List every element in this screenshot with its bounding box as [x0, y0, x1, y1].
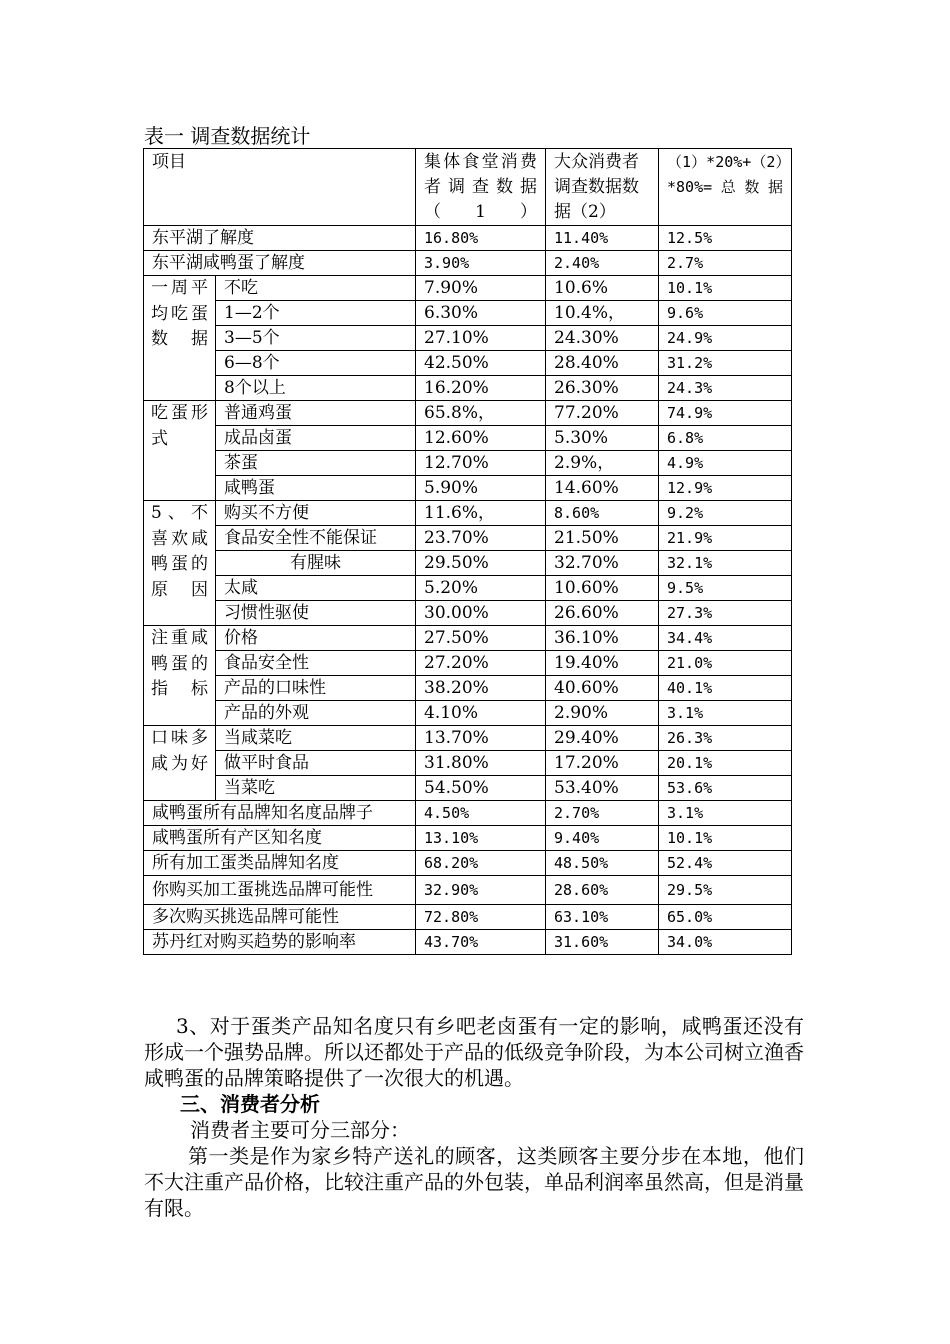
value-public: 10.60% — [546, 576, 659, 601]
table-row — [144, 876, 792, 905]
value-canteen: 30.00% — [416, 601, 546, 626]
table-row — [144, 301, 792, 326]
value-public: 26.60% — [546, 601, 659, 626]
row-label: 有腥味 — [216, 551, 416, 576]
value-canteen: 5.90% — [416, 476, 546, 501]
value-total: 12.5% — [659, 226, 792, 251]
value-public: 26.30% — [546, 376, 659, 401]
table-row — [144, 826, 792, 851]
value-total: 53.6% — [659, 776, 792, 801]
value-total: 21.0% — [659, 651, 792, 676]
header-canteen-data: 集体食堂消费者调查数据（1） — [416, 149, 546, 226]
row-label: 做平时食品 — [216, 751, 416, 776]
value-total: 20.1% — [659, 751, 792, 776]
value-total: 65.0% — [659, 905, 792, 930]
table-row — [144, 476, 792, 501]
value-public: 2.90% — [546, 701, 659, 726]
value-public: 11.40% — [546, 226, 659, 251]
value-public: 77.20% — [546, 401, 659, 426]
group-label-weekly: 一周平均吃蛋数据 — [144, 276, 216, 401]
value-total: 32.1% — [659, 551, 792, 576]
value-public: 40.60% — [546, 676, 659, 701]
value-total: 26.3% — [659, 726, 792, 751]
value-canteen: 7.90% — [416, 276, 546, 301]
row-label: 8个以上 — [216, 376, 416, 401]
section-heading: 三、消费者分析 — [180, 1092, 320, 1116]
value-canteen: 43.70% — [416, 930, 546, 955]
row-label: 食品安全性不能保证 — [216, 526, 416, 551]
value-canteen: 6.30% — [416, 301, 546, 326]
value-total: 29.5% — [659, 876, 792, 905]
value-total: 21.9% — [659, 526, 792, 551]
table-row — [144, 326, 792, 351]
value-total: 40.1% — [659, 676, 792, 701]
value-public: 29.40% — [546, 726, 659, 751]
row-label: 不吃 — [216, 276, 416, 301]
value-public: 17.20% — [546, 751, 659, 776]
table-row — [144, 451, 792, 476]
value-public: 24.30% — [546, 326, 659, 351]
table-row — [144, 576, 792, 601]
value-total: 9.2% — [659, 501, 792, 526]
row-label: 茶蛋 — [216, 451, 416, 476]
table-row — [144, 930, 792, 955]
value-total: 31.2% — [659, 351, 792, 376]
group-label-dislike: 5、不喜欢咸鸭蛋的原因 — [144, 501, 216, 626]
value-public: 28.40% — [546, 351, 659, 376]
table-row — [144, 501, 792, 526]
table-row — [144, 626, 792, 651]
value-canteen: 3.90% — [416, 251, 546, 276]
value-total: 10.1% — [659, 826, 792, 851]
table-row — [144, 726, 792, 751]
row-label: 习惯性驱使 — [216, 601, 416, 626]
value-canteen: 38.20% — [416, 676, 546, 701]
row-label: 普通鸡蛋 — [216, 401, 416, 426]
value-total: 74.9% — [659, 401, 792, 426]
paragraph-gift-buyers: 第一类是作为家乡特产送礼的顾客，这类顾客主要分步在本地，他们不大注重产品价格，比较注重产品的外包装，单品利润率虽然高，但是消量有限。 — [144, 1144, 804, 1220]
row-label: 所有加工蛋类品牌知名度 — [144, 851, 416, 876]
value-total: 12.9% — [659, 476, 792, 501]
row-label: 东平湖咸鸭蛋了解度 — [144, 251, 416, 276]
value-total: 52.4% — [659, 851, 792, 876]
survey-data-table — [143, 148, 792, 955]
value-public: 19.40% — [546, 651, 659, 676]
value-canteen: 27.50% — [416, 626, 546, 651]
table-row — [144, 276, 792, 301]
table-row — [144, 551, 792, 576]
value-canteen: 12.70% — [416, 451, 546, 476]
row-label: 1—2个 — [216, 301, 416, 326]
value-canteen: 13.70% — [416, 726, 546, 751]
value-total: 10.1% — [659, 276, 792, 301]
header-total-data: （1）*20%+（2）*80%=总数据 — [659, 149, 792, 226]
value-canteen: 27.20% — [416, 651, 546, 676]
row-label: 咸鸭蛋所有品牌知名度品牌子 — [144, 801, 416, 826]
value-public: 63.10% — [546, 905, 659, 930]
value-canteen: 4.10% — [416, 701, 546, 726]
row-label: 6—8个 — [216, 351, 416, 376]
value-public: 10.4%， — [546, 301, 659, 326]
table-row — [144, 751, 792, 776]
value-public: 9.40% — [546, 826, 659, 851]
value-canteen: 13.10% — [416, 826, 546, 851]
value-canteen: 12.60% — [416, 426, 546, 451]
row-label: 咸鸭蛋 — [216, 476, 416, 501]
table-row — [144, 351, 792, 376]
row-label: 产品的口味性 — [216, 676, 416, 701]
table-row — [144, 401, 792, 426]
value-public: 36.10% — [546, 626, 659, 651]
row-label: 当咸菜吃 — [216, 726, 416, 751]
value-public: 2.70% — [546, 801, 659, 826]
value-public: 10.6% — [546, 276, 659, 301]
value-total: 2.7% — [659, 251, 792, 276]
header-item: 项目 — [144, 149, 416, 226]
table-row — [144, 601, 792, 626]
table-row — [144, 676, 792, 701]
value-public: 8.60% — [546, 501, 659, 526]
table-row — [144, 776, 792, 801]
value-total: 24.9% — [659, 326, 792, 351]
value-canteen: 29.50% — [416, 551, 546, 576]
value-total: 3.1% — [659, 801, 792, 826]
value-public: 21.50% — [546, 526, 659, 551]
value-public: 28.60% — [546, 876, 659, 905]
value-public: 48.50% — [546, 851, 659, 876]
row-label: 你购买加工蛋挑选品牌可能性 — [144, 876, 416, 905]
group-label-criteria: 注重咸鸭蛋的指标 — [144, 626, 216, 726]
value-public: 2.40% — [546, 251, 659, 276]
table-caption: 表一 调查数据统计 — [144, 124, 311, 148]
value-canteen: 4.50% — [416, 801, 546, 826]
value-public: 14.60% — [546, 476, 659, 501]
table-row — [144, 226, 792, 251]
row-label: 成品卤蛋 — [216, 426, 416, 451]
value-canteen: 54.50% — [416, 776, 546, 801]
value-total: 34.4% — [659, 626, 792, 651]
table-row — [144, 376, 792, 401]
value-canteen: 16.20% — [416, 376, 546, 401]
value-canteen: 31.80% — [416, 751, 546, 776]
value-canteen: 27.10% — [416, 326, 546, 351]
value-public: 2.9%， — [546, 451, 659, 476]
header-public-data: 大众消费者调查数据数据（2） — [546, 149, 659, 226]
row-label: 3—5个 — [216, 326, 416, 351]
table-row — [144, 851, 792, 876]
value-total: 9.5% — [659, 576, 792, 601]
value-canteen: 5.20% — [416, 576, 546, 601]
row-label: 咸鸭蛋所有产区知名度 — [144, 826, 416, 851]
value-canteen: 32.90% — [416, 876, 546, 905]
value-public: 5.30% — [546, 426, 659, 451]
row-label: 价格 — [216, 626, 416, 651]
row-label: 太咸 — [216, 576, 416, 601]
row-label: 多次购买挑选品牌可能性 — [144, 905, 416, 930]
value-total: 34.0% — [659, 930, 792, 955]
paragraph-consumer-intro: 消费者主要可分三部分： — [190, 1118, 410, 1142]
value-total: 3.1% — [659, 701, 792, 726]
row-label: 产品的外观 — [216, 701, 416, 726]
value-canteen: 16.80% — [416, 226, 546, 251]
value-total: 27.3% — [659, 601, 792, 626]
table-row — [144, 426, 792, 451]
value-total: 24.3% — [659, 376, 792, 401]
row-label: 食品安全性 — [216, 651, 416, 676]
table-row — [144, 651, 792, 676]
value-canteen: 68.20% — [416, 851, 546, 876]
value-canteen: 23.70% — [416, 526, 546, 551]
row-label: 苏丹红对购买趋势的影响率 — [144, 930, 416, 955]
group-label-taste: 口味多咸为好 — [144, 726, 216, 801]
value-public: 53.40% — [546, 776, 659, 801]
row-label: 当菜吃 — [216, 776, 416, 801]
value-public: 31.60% — [546, 930, 659, 955]
value-canteen: 72.80% — [416, 905, 546, 930]
paragraph-brand-awareness: 3、对于蛋类产品知名度只有乡吧老卤蛋有一定的影响，咸鸭蛋还没有形成一个强势品牌。所以还都处于产品的低级竞争阶段，为本公司树立渔香咸鸭蛋的品牌策略提供了一次很大的机遇。 — [144, 1014, 804, 1090]
group-label-form: 吃蛋形式 — [144, 401, 216, 501]
value-total: 9.6% — [659, 301, 792, 326]
row-label: 购买不方便 — [216, 501, 416, 526]
value-total: 6.8% — [659, 426, 792, 451]
table-header-row — [144, 149, 792, 226]
table-row — [144, 701, 792, 726]
table-row — [144, 905, 792, 930]
table-row — [144, 251, 792, 276]
value-canteen: 42.50% — [416, 351, 546, 376]
value-total: 4.9% — [659, 451, 792, 476]
value-public: 32.70% — [546, 551, 659, 576]
value-canteen: 65.8%， — [416, 401, 546, 426]
value-canteen: 11.6%， — [416, 501, 546, 526]
table-row — [144, 801, 792, 826]
row-label: 东平湖了解度 — [144, 226, 416, 251]
table-row — [144, 526, 792, 551]
